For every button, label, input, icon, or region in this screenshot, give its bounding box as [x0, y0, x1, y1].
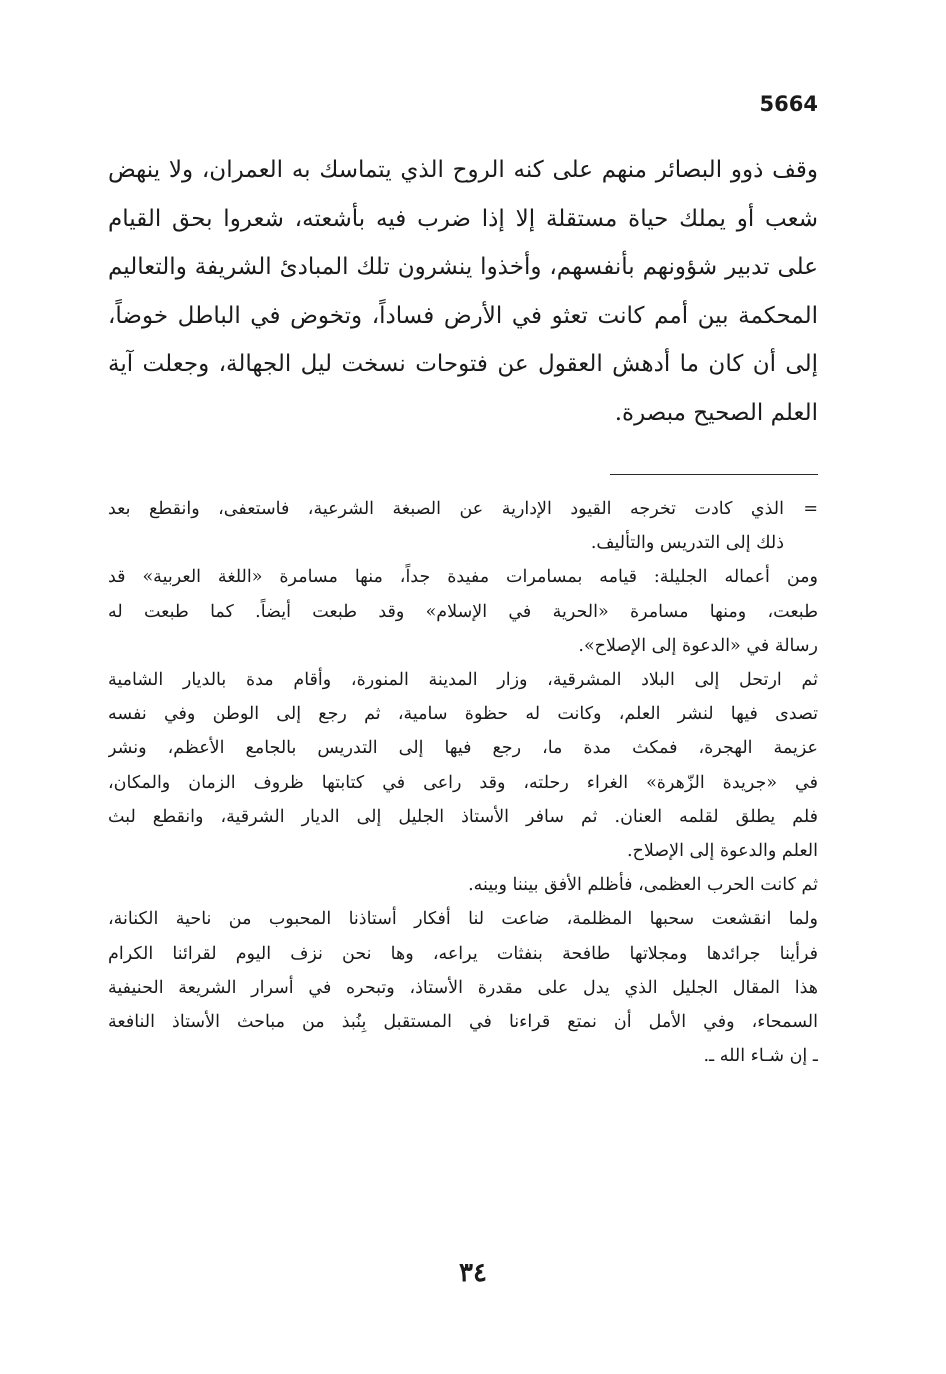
footnote-line: هذا المقال الجليل الذي يدل على مقدرة الأستاذ، وتبحره في أسرار الشريعة الحنيفية [108, 977, 818, 998]
footnote-line: ثم كانت الحرب العظمى، فأظلم الأفق بيننا وبينه. [468, 875, 818, 896]
footnote-paragraph [108, 902, 818, 1073]
footnote-paragraph [108, 868, 818, 902]
footnote-line: ـ إن شـاء الله ـ. [703, 1046, 818, 1067]
page-number: ٣٤ [459, 1258, 487, 1288]
footnote-line: طبعت، ومنها مسامرة «الحرية في الإسلام» وقد طبعت أيضاً. كما طبعت له [108, 601, 818, 622]
footnote-paragraph [108, 560, 818, 663]
footnote-line: الذي كادت تخرجه القيود الإدارية عن الصبغة الشرعية، فاستعفى، وانقطع بعد [108, 499, 784, 519]
footnote-line: ذلك إلى التدريس والتأليف. [590, 533, 784, 554]
footnote-line: العلم والدعوة إلى الإصلاح. [626, 841, 818, 862]
main-line: العلم الصحيح مبصرة. [614, 399, 818, 426]
footnote-line: ومن أعماله الجليلة: قيامه بمسامرات مفيدة جداً، منها مسامرة «اللغة العربية» قد [108, 567, 818, 588]
main-line: إلى أن كان ما أدهش العقول عن فتوحات نسخت ليل الجهالة، وجعلت آية [108, 351, 818, 377]
main-line: وقف ذوو البصائر منهم على كنه الروح الذي يتماسك به العمران، ولا ينهض [108, 157, 818, 183]
footnote-line: ثم ارتحل إلى البلاد المشرقية، وزار المدينة المنورة، وأقام مدة بالديار الشامية [108, 670, 818, 691]
footnote-line: فرأينا جرائدها ومجلاتها طافحة بنفثات يراعه، وها نحن نزف اليوم لقرائنا الكرام [108, 943, 818, 964]
main-paragraph [108, 146, 818, 437]
main-line: المحكمة بين أمم كانت تعثو في الأرض فساداً، وتخوض في الباطل خوضاً، [108, 302, 818, 329]
footnote-line: في «جريدة الزّهرة» الغراء رحلته، وقد راعى في كتابتها ظروف الزمان والمكان، [108, 772, 818, 793]
footnote-line: فلم يطلق لقلمه العنان. ثم سافر الأستاذ الجليل إلى الديار الشرقية، وانقطع لبث [108, 806, 818, 827]
footnotes-section [108, 492, 818, 1073]
footnote-line: ولما انقشعت سحبها المظلمة، ضاعت لنا أفكار أستاذنا المحبوب من ناحية الكنانة، [108, 909, 818, 930]
footnote-line: السمحاء، وفي الأمل أن نمتع قراءنا في المستقبل بِنُبذ من مباحث الأستاذ النافعة [108, 1012, 818, 1033]
main-line: على تدبير شؤونهم بأنفسهم، وأخذوا ينشرون تلك المبادئ الشريفة والتعاليم [108, 254, 818, 280]
main-line: شعب أو يملك حياة مستقلة إلا إذا ضرب فيه بأشعته، شعروا بحق القيام [108, 205, 818, 232]
footnote-line: رسالة في «الدعوة إلى الإصلاح». [578, 635, 818, 656]
page-id-number: 5664 [759, 92, 818, 116]
footnote-paragraph [108, 492, 818, 560]
continuation-marker: = [803, 499, 818, 519]
footnote-separator [610, 474, 818, 475]
footnote-paragraph [108, 663, 818, 868]
footnote-line: تصدى فيها لنشر العلم، وكانت له حظوة سامية، ثم رجع إلى الوطن وفي نفسه [108, 704, 818, 725]
footnote-line: عزيمة الهجرة، فمكث مدة ما، رجع فيها إلى التدريس بالجامع الأعظم، ونشر [108, 738, 818, 759]
